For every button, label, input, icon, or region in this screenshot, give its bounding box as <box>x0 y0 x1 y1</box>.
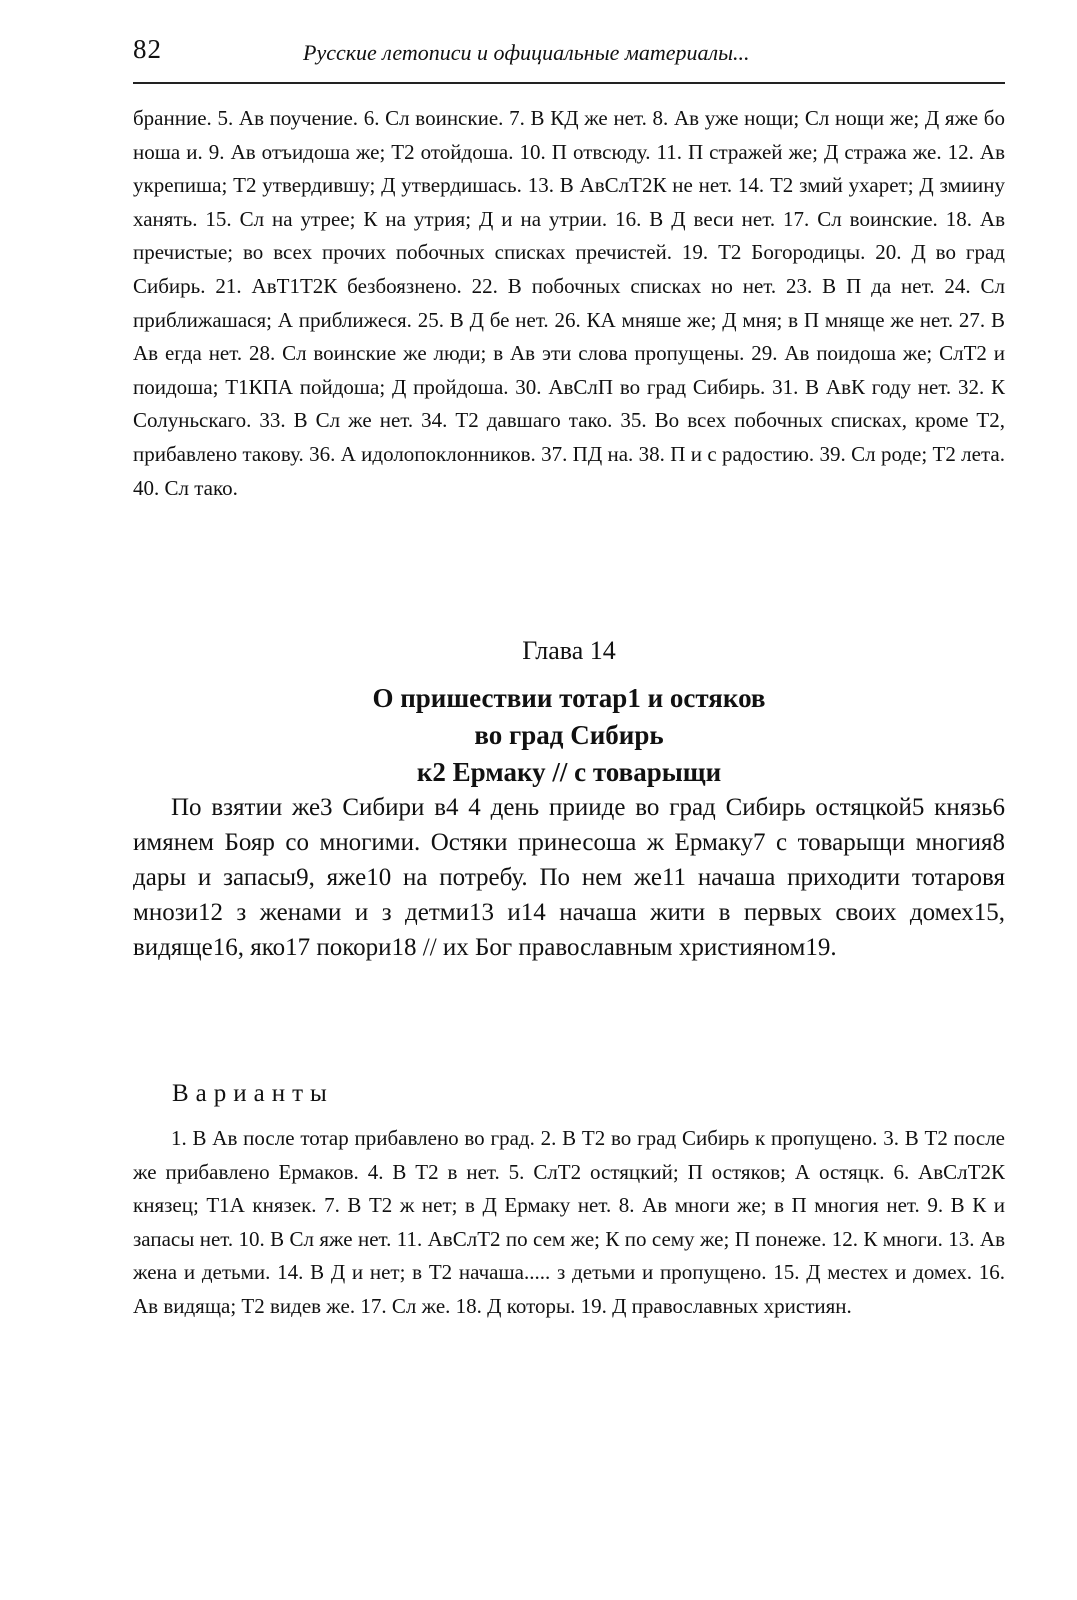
page-number: 82 <box>133 34 162 64</box>
apparatus-previous-chapter <box>133 102 1005 505</box>
chapter-paragraph: По взятии же3 Сибири в4 4 день прииде во град Сибирь остяцкой5 князь6 имянем Бояр со многими. Остяки принесоша ж Ермаку7 с товарыщи многия8 дары и запасы9, яже10 на потребу. По нем же11 начаша приходити тотаровя мнози12 з женами и з детми13 и14 начаша жити в первых своих домех15, видяще16, яко17 покори18 // их Бог православным християном19. <box>133 794 1005 961</box>
chapter-title-line: О пришествии тотар1 и остяков <box>372 683 766 713</box>
chapter-body <box>133 790 1005 965</box>
apparatus-paragraph: бранние. 5. Ав поучение. 6. Сл воинские. 7. В КД же нет. 8. Ав уже нощи; Сл нощи же; Д яже бо ноша и. 9. Ав отъидоша же; Т2 отойдоша. 10. П отвсюду. 11. П стражей же; Д стража же. 12. Ав укрепиша; Т2 утвердившу; Д утвердишась. 13. В АвСлТ2К не нет. 14. Т2 змий ухарет; Д змиину ханять. 15. Сл на утрее; К на утрия; Д и на утрии. 16. В Д веси нет. 17. Сл воинские. 18. Ав пречистые; во всех прочих побочных списках пречистей. 19. Т2 Богородицы. 20. Д во град Сибирь. 21. АвТ1Т2К безбоязнено. 22. В побочных списках но нет. 23. В П да нет. 24. Сл приближашася; А приближеся. 25. В Д бе нет. 26. КА мняше же; Д мня; в П мняще же нет. 27. В Ав егда нет. 28. Сл воинские же люди; в Ав эти слова пропущены. 29. Ав поидоша же; СлТ2 и поидоша; Т1КПА пойдоша; Д пройдоша. 30. АвСлП во град Сибирь. 31. В АвК году нет. 32. К Солуньскаго. 33. В Сл же нет. 34. Т2 давшаго тако. 35. Во всех побочных списках, кроме Т2, прибавлено такову. 36. А идолопоклонников. 37. ПД на. 38. П и с радостию. 39. Сл роде; Т2 лета. 40. Сл тако. <box>133 106 1005 500</box>
variants-apparatus <box>133 1122 1005 1324</box>
variants-heading: Варианты <box>172 1080 334 1107</box>
chapter-title <box>133 680 1005 791</box>
chapter-title-line: к2 Ермаку // с товарыщи <box>416 757 722 787</box>
running-title: Русские летописи и официальные материалы... <box>303 40 750 65</box>
variants-paragraph: 1. В Ав после тотар прибавлено во град. 2. В Т2 во град Сибирь к пропущено. 3. В Т2 после же прибавлено Ермаков. 4. В Т2 в нет. 5. СлТ2 остяцкий; П остяков; А остяцк. 6. АвСлТ2К князец; Т1А князек. 7. В Т2 ж нет; в Д Ермаку нет. 8. Ав многи же; в П многия нет. 9. В К и запасы нет. 10. В Сл яже нет. 11. АвСлТ2 по сем же; К по сему же; П понеже. 12. К многи. 13. Ав жена и детьми. 14. В Д и нет; в Т2 начаша..... з детьми и пропущено. 15. Д местех и домех. 16. Ав видяща; Т2 видев же. 17. Сл же. 18. Д которы. 19. Д православных християн. <box>133 1126 1005 1318</box>
chapter-title-line: во град Сибирь <box>474 720 664 750</box>
page-header <box>133 28 1005 84</box>
chapter-label: Глава 14 <box>522 636 616 665</box>
